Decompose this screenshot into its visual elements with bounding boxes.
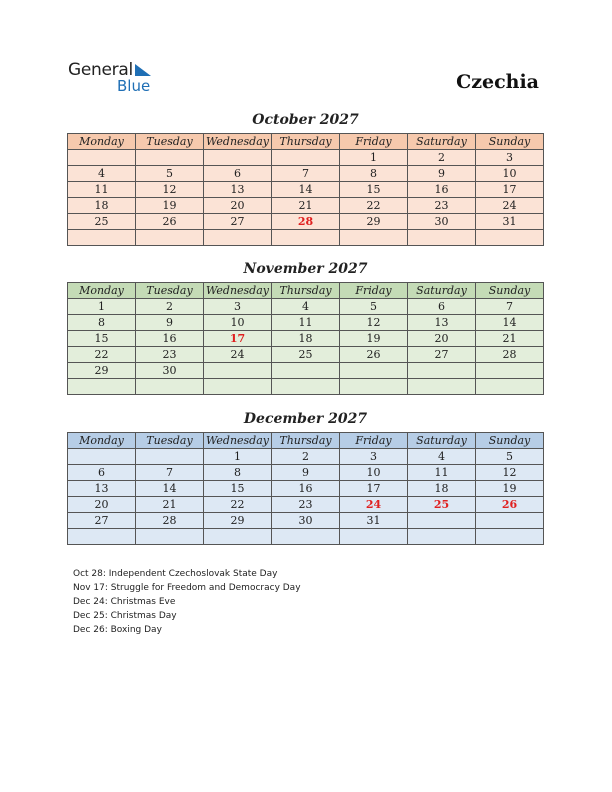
week-row xyxy=(68,198,544,214)
day-cell: 22 xyxy=(204,497,272,513)
holiday-note: Dec 24: Christmas Eve xyxy=(73,597,176,607)
week-row xyxy=(68,315,544,331)
month-december xyxy=(67,410,544,545)
day-cell: 25 xyxy=(68,214,136,230)
day-cell: 14 xyxy=(136,481,204,497)
week-row xyxy=(68,166,544,182)
weekday-header: Sunday xyxy=(476,433,544,449)
week-row xyxy=(68,182,544,198)
holiday-note: Dec 26: Boxing Day xyxy=(73,625,162,635)
empty-day-cell xyxy=(476,230,544,246)
day-cell: 23 xyxy=(136,347,204,363)
day-cell: 21 xyxy=(136,497,204,513)
empty-day-cell xyxy=(408,230,476,246)
empty-day-cell xyxy=(272,230,340,246)
day-cell: 25 xyxy=(272,347,340,363)
day-cell: 15 xyxy=(340,182,408,198)
day-cell: 2 xyxy=(408,150,476,166)
holiday-note: Nov 17: Struggle for Freedom and Democracy Day xyxy=(73,583,301,593)
day-cell: 3 xyxy=(340,449,408,465)
day-cell: 20 xyxy=(204,198,272,214)
day-cell: 27 xyxy=(204,214,272,230)
empty-day-cell xyxy=(408,363,476,379)
week-row xyxy=(68,481,544,497)
day-cell: 6 xyxy=(204,166,272,182)
day-cell: 11 xyxy=(272,315,340,331)
day-cell: 9 xyxy=(408,166,476,182)
day-cell: 29 xyxy=(340,214,408,230)
empty-day-cell xyxy=(136,529,204,545)
empty-day-cell xyxy=(136,150,204,166)
weekday-header: Tuesday xyxy=(136,433,204,449)
empty-day-cell xyxy=(136,230,204,246)
day-cell: 24 xyxy=(476,198,544,214)
day-cell: 10 xyxy=(340,465,408,481)
day-cell: 18 xyxy=(408,481,476,497)
day-cell: 17 xyxy=(340,481,408,497)
day-cell: 5 xyxy=(476,449,544,465)
day-cell: 22 xyxy=(68,347,136,363)
month-title: November 2027 xyxy=(243,261,368,277)
empty-day-cell xyxy=(272,150,340,166)
weekday-header: Saturday xyxy=(408,134,476,150)
week-row xyxy=(68,347,544,363)
weekday-header: Monday xyxy=(68,433,136,449)
day-cell: 11 xyxy=(68,182,136,198)
day-cell: 20 xyxy=(408,331,476,347)
day-cell: 8 xyxy=(204,465,272,481)
week-row xyxy=(68,513,544,529)
month-october xyxy=(67,111,544,246)
day-cell: 14 xyxy=(476,315,544,331)
day-cell: 15 xyxy=(68,331,136,347)
empty-day-cell xyxy=(272,379,340,395)
weekday-header-row xyxy=(68,283,544,299)
day-cell: 19 xyxy=(476,481,544,497)
day-cell: 18 xyxy=(68,198,136,214)
weekday-header: Sunday xyxy=(476,134,544,150)
day-cell: 4 xyxy=(68,166,136,182)
day-cell: 1 xyxy=(340,150,408,166)
day-cell: 1 xyxy=(68,299,136,315)
day-cell: 8 xyxy=(340,166,408,182)
empty-day-cell xyxy=(340,230,408,246)
weekday-header: Friday xyxy=(340,433,408,449)
week-row xyxy=(68,529,544,545)
empty-day-cell xyxy=(68,529,136,545)
weekday-header: Thursday xyxy=(272,433,340,449)
empty-day-cell xyxy=(340,529,408,545)
week-row xyxy=(68,299,544,315)
day-cell: 24 xyxy=(340,497,408,513)
day-cell: 19 xyxy=(340,331,408,347)
weekday-header: Tuesday xyxy=(136,134,204,150)
empty-day-cell xyxy=(272,529,340,545)
day-cell: 29 xyxy=(204,513,272,529)
day-cell: 9 xyxy=(272,465,340,481)
day-cell: 16 xyxy=(272,481,340,497)
day-cell: 21 xyxy=(476,331,544,347)
day-cell: 17 xyxy=(476,182,544,198)
month-title: October 2027 xyxy=(252,112,359,128)
day-cell: 10 xyxy=(204,315,272,331)
day-cell: 16 xyxy=(408,182,476,198)
day-cell: 6 xyxy=(408,299,476,315)
calendar-table xyxy=(67,282,544,395)
empty-day-cell xyxy=(68,379,136,395)
day-cell: 5 xyxy=(340,299,408,315)
day-cell: 22 xyxy=(340,198,408,214)
empty-day-cell xyxy=(408,379,476,395)
empty-day-cell xyxy=(408,529,476,545)
calendar-body xyxy=(68,150,544,246)
day-cell: 26 xyxy=(136,214,204,230)
day-cell: 31 xyxy=(476,214,544,230)
weekday-header: Wednesday xyxy=(204,433,272,449)
empty-day-cell xyxy=(204,230,272,246)
weekday-header: Monday xyxy=(68,283,136,299)
empty-day-cell xyxy=(476,513,544,529)
day-cell: 14 xyxy=(272,182,340,198)
empty-day-cell xyxy=(68,449,136,465)
weekday-header-row xyxy=(68,433,544,449)
empty-day-cell xyxy=(476,363,544,379)
calendar-table xyxy=(67,133,544,246)
day-cell: 2 xyxy=(136,299,204,315)
holiday-notes xyxy=(73,567,301,637)
empty-day-cell xyxy=(340,363,408,379)
day-cell: 27 xyxy=(68,513,136,529)
empty-day-cell xyxy=(204,379,272,395)
empty-day-cell xyxy=(136,379,204,395)
day-cell: 29 xyxy=(68,363,136,379)
weekday-header: Thursday xyxy=(272,134,340,150)
week-row xyxy=(68,363,544,379)
day-cell: 17 xyxy=(204,331,272,347)
day-cell: 28 xyxy=(272,214,340,230)
day-cell: 10 xyxy=(476,166,544,182)
day-cell: 21 xyxy=(272,198,340,214)
weekday-header: Wednesday xyxy=(204,134,272,150)
day-cell: 7 xyxy=(476,299,544,315)
logo-triangle-icon xyxy=(133,62,153,78)
week-row xyxy=(68,465,544,481)
day-cell: 13 xyxy=(68,481,136,497)
generalblue-logo xyxy=(68,60,168,100)
empty-day-cell xyxy=(272,363,340,379)
calendar-body xyxy=(68,299,544,395)
calendar-body xyxy=(68,449,544,545)
holiday-note: Dec 25: Christmas Day xyxy=(73,611,177,621)
day-cell: 8 xyxy=(68,315,136,331)
day-cell: 16 xyxy=(136,331,204,347)
empty-day-cell xyxy=(408,513,476,529)
week-row xyxy=(68,449,544,465)
day-cell: 1 xyxy=(204,449,272,465)
day-cell: 15 xyxy=(204,481,272,497)
week-row xyxy=(68,331,544,347)
day-cell: 26 xyxy=(476,497,544,513)
empty-day-cell xyxy=(68,150,136,166)
day-cell: 7 xyxy=(272,166,340,182)
weekday-header: Thursday xyxy=(272,283,340,299)
day-cell: 12 xyxy=(476,465,544,481)
day-cell: 4 xyxy=(272,299,340,315)
day-cell: 3 xyxy=(476,150,544,166)
weekday-header-row xyxy=(68,134,544,150)
day-cell: 19 xyxy=(136,198,204,214)
day-cell: 23 xyxy=(408,198,476,214)
day-cell: 30 xyxy=(272,513,340,529)
empty-day-cell xyxy=(68,230,136,246)
weekday-header: Monday xyxy=(68,134,136,150)
weekday-header: Wednesday xyxy=(204,283,272,299)
empty-day-cell xyxy=(476,529,544,545)
day-cell: 25 xyxy=(408,497,476,513)
empty-day-cell xyxy=(204,150,272,166)
day-cell: 28 xyxy=(136,513,204,529)
empty-day-cell xyxy=(476,379,544,395)
day-cell: 26 xyxy=(340,347,408,363)
empty-day-cell xyxy=(340,379,408,395)
day-cell: 9 xyxy=(136,315,204,331)
day-cell: 23 xyxy=(272,497,340,513)
weekday-header: Friday xyxy=(340,134,408,150)
day-cell: 24 xyxy=(204,347,272,363)
logo-word-general: General xyxy=(68,60,133,80)
day-cell: 5 xyxy=(136,166,204,182)
week-row xyxy=(68,214,544,230)
day-cell: 18 xyxy=(272,331,340,347)
day-cell: 4 xyxy=(408,449,476,465)
month-title: December 2027 xyxy=(243,411,368,427)
empty-day-cell xyxy=(204,363,272,379)
day-cell: 2 xyxy=(272,449,340,465)
week-row xyxy=(68,230,544,246)
weekday-header: Friday xyxy=(340,283,408,299)
day-cell: 12 xyxy=(136,182,204,198)
day-cell: 3 xyxy=(204,299,272,315)
week-row xyxy=(68,150,544,166)
day-cell: 20 xyxy=(68,497,136,513)
weekday-header: Tuesday xyxy=(136,283,204,299)
weekday-header: Sunday xyxy=(476,283,544,299)
week-row xyxy=(68,379,544,395)
day-cell: 31 xyxy=(340,513,408,529)
day-cell: 30 xyxy=(136,363,204,379)
week-row xyxy=(68,497,544,513)
weekday-header: Saturday xyxy=(408,433,476,449)
weekday-header: Saturday xyxy=(408,283,476,299)
month-november xyxy=(67,260,544,395)
day-cell: 13 xyxy=(204,182,272,198)
logo-word-blue: Blue xyxy=(117,77,151,95)
empty-day-cell xyxy=(204,529,272,545)
day-cell: 30 xyxy=(408,214,476,230)
day-cell: 28 xyxy=(476,347,544,363)
day-cell: 11 xyxy=(408,465,476,481)
day-cell: 27 xyxy=(408,347,476,363)
day-cell: 13 xyxy=(408,315,476,331)
day-cell: 7 xyxy=(136,465,204,481)
empty-day-cell xyxy=(136,449,204,465)
country-title: Czechia xyxy=(456,71,539,93)
holiday-note: Oct 28: Independent Czechoslovak State Day xyxy=(73,569,278,579)
calendar-table xyxy=(67,432,544,545)
day-cell: 12 xyxy=(340,315,408,331)
day-cell: 6 xyxy=(68,465,136,481)
